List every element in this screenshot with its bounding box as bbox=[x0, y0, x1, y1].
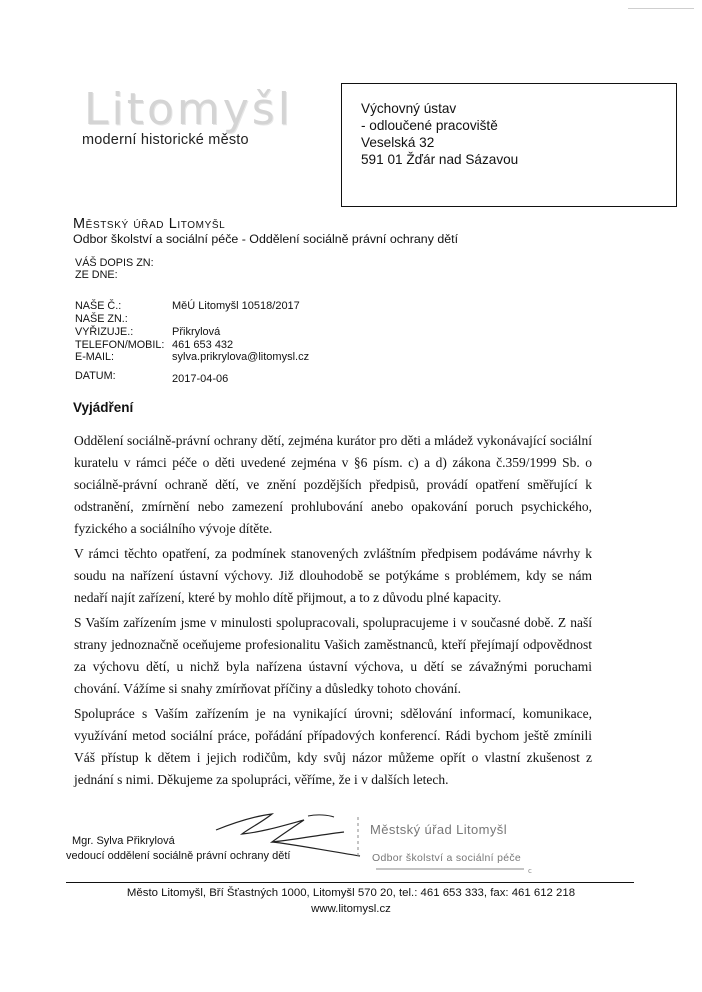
ref-email-label: E-MAIL: bbox=[75, 351, 114, 363]
department-name: Odbor školství a sociální péče - Oddělení sociálně právní ochrany dětí bbox=[73, 232, 459, 246]
ref-vyrizuje-label: VYŘIZUJE.: bbox=[75, 326, 134, 338]
paragraph-3: S Vaším zařízením jsme v minulosti spolupracovali, spolupracujeme i v současné době. Z naší strany jednoznačně oceňujeme profesionalitu Vašich zaměstnanců, kteří přejímají odpovědnost za výchovu dětí, u nichž byla nařízena ústavní výchova, u dětí se závažnými poruchami chování. Vážíme si snahy zmírňovat příčiny a důsledky tohoto chování. bbox=[74, 615, 592, 696]
paragraph-4: Spolupráce s Vaším zařízením je na vynikající úrovni; sdělování informací, komunikace, využívání metod sociální práce, pořádání případových konferencí. Rádi bychom ještě zmínili Váš přístup k dětem i jejich rodičům, kdy svůj názor můžeme opřít o vlastní zkušenost z jednání s nimi. Děkujeme za spolupráci, věříme, že i v dalších letech. bbox=[74, 706, 592, 787]
stamp-line-1: Městský úřad Litomyšl bbox=[370, 822, 507, 837]
ref-nase-zn-label: NAŠE ZN.: bbox=[75, 313, 128, 325]
logo-tagline: moderní historické město bbox=[82, 132, 249, 148]
office-name: Městský úřad Litomyšl bbox=[73, 216, 226, 232]
ref-telefon-label: TELEFON/MOBIL: bbox=[75, 339, 165, 351]
ref-telefon-value: 461 653 432 bbox=[172, 339, 234, 351]
footer-rule bbox=[66, 882, 634, 883]
scan-edge-line bbox=[628, 8, 694, 9]
signatory-name: Mgr. Sylva Přikrylová bbox=[72, 835, 175, 847]
recipient-line-2: - odloučené pracoviště bbox=[361, 118, 498, 133]
ref-datum-label: DATUM: bbox=[75, 370, 116, 382]
paragraph-2: V rámci těchto opatření, za podmínek stanovených zvláštním předpisem podáváme návrhy k soudu na nařízení ústavní výchovy. Již dlouhodobě se potýkáme s problémem, kdy se nám nedaří najít zařízení, které by mohlo dítě přijmout, a to z důvodu plné kapacity. bbox=[74, 546, 592, 605]
recipient-address-box bbox=[341, 83, 677, 207]
recipient-line-4: 591 01 Žďár nad Sázavou bbox=[361, 152, 519, 167]
letter-heading: Vyjádření bbox=[73, 400, 134, 415]
footer-website-link[interactable]: www.litomysl.cz bbox=[311, 903, 391, 915]
ref-email-value[interactable]: sylva.prikrylova@litomysl.cz bbox=[172, 351, 310, 363]
recipient-line-1: Výchovný ústav bbox=[361, 101, 457, 116]
recipient-line-3: Veselská 32 bbox=[361, 135, 435, 150]
ref-nase-c-value: MěÚ Litomyšl 10518/2017 bbox=[172, 300, 300, 312]
svg-text:c: c bbox=[528, 867, 532, 875]
letter-body bbox=[74, 430, 592, 794]
ref-ze-dne-label: ZE DNE: bbox=[75, 269, 118, 281]
ref-vas-dopis-label: VÁŠ DOPIS ZN: bbox=[75, 257, 154, 269]
ref-datum-value: 2017-04-06 bbox=[172, 373, 229, 385]
signatory-role: vedoucí oddělení sociálně právní ochrany dětí bbox=[66, 850, 291, 862]
footer-address: Město Litomyšl, Bří Šťastných 1000, Litomyšl 570 20, tel.: 461 653 333, fax: 461 612 218 bbox=[126, 887, 576, 899]
stamp-line-2: Odbor školství a sociální péče bbox=[372, 852, 522, 864]
logo-wordmark: Litomyšl bbox=[84, 84, 293, 135]
ref-nase-c-label: NAŠE Č.: bbox=[75, 300, 122, 312]
ref-vyrizuje-value: Přikrylová bbox=[172, 326, 221, 338]
paragraph-1: Oddělení sociálně-právní ochrany dětí, zejména kurátor pro děti a mládež vykonávající sociální kuratelu v rámci péče o děti uvedené zejména v §6 písm. c) a d) zákona č.359/1999 Sb. o sociálně-právní ochraně dětí, ve znění pozdějších předpisů, provádí opatření směřující k odstranění, zmírnění nebo zamezení prohlubování anebo opakování poruch psychického, fyzického a sociálního vývoje dítěte. bbox=[74, 433, 592, 536]
